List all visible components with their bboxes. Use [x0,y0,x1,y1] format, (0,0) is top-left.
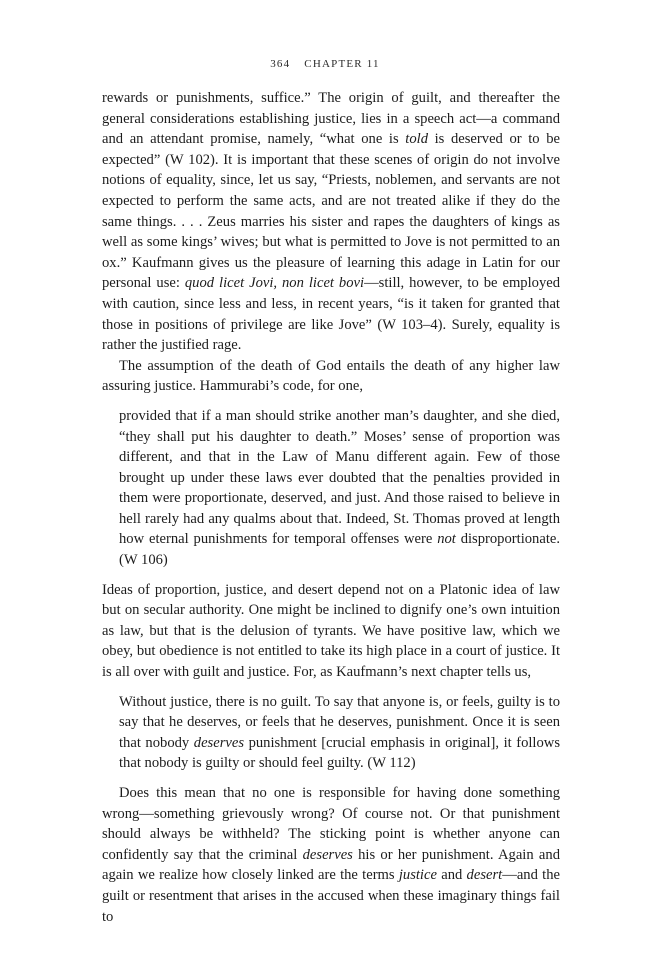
block-quote-1 [119,406,560,571]
paragraph-text: rewards or punishments, suffice.” The origin of guilt, and thereafter the general considerations establishing justice, lies in a speech act—a command and an attendant promise, namely, “what one is [102,90,560,148]
running-header [0,58,650,70]
paragraph-3 [102,580,560,683]
paragraph-text: The assumption of the death of God entails the death of any higher law assuring justice. Hammurabi’s code, for one, [102,357,560,395]
paragraph-text: —still, however, to be employed with caution, since less and less, in recent years, “is it taken for granted that those in positions of privilege are like Jove” (W 103–4). Surely, equality is rather the justified rage. [102,275,561,354]
paragraph-1 [102,88,560,356]
paragraph-text: —and the guilt or resentment that arises in the accused when these imaginary things fail to [102,867,560,925]
italic-text: desert [466,867,503,884]
chapter-title: CHAPTER 11 [304,58,380,70]
paragraph-text: is deserved or to be expected” (W 102). It is important that these scenes of origin do not involve notions of equality, since, let us say, “Priests, noblemen, and servants are not expected to perform the same acts, and are not treated alike if they do the same things. . . . Zeus marries his sister and rapes the daughters of kings as well as some kings’ wives; but what is permitted to Jove is not permitted to an ox.” Kaufmann gives us the pleasure of learning this adage in Latin for our personal use: [102,131,560,292]
italic-text: justice [398,867,437,884]
italic-text: told [405,131,428,148]
quote-text: provided that if a man should strike another man’s daughter, and she died, “they shall put his daughter to death.” Moses’ sense of proportion was different, and that in the Law of Manu different again. Few of those brought up under these laws ever doubted that the penalties provided in them were proportionate, deserved, and just. And those raised to believe in hell rarely had any qualms about that. Indeed, St. Thomas proved at length how eternal punishments for temporal offenses were [119,407,560,548]
paragraph-4 [102,783,560,927]
quote-text: disproportionate. (W 106) [119,531,560,569]
block-quote-2 [119,692,560,774]
paragraph-2 [102,356,560,397]
page-number: 364 [270,58,291,70]
quote-text: Without justice, there is no guilt. To say that anyone is, or feels, guilty is to say that he deserves, or feels that he deserves, punishment. Once it is seen that nobody [119,693,560,751]
paragraph-text: Ideas of proportion, justice, and desert depend not on a Platonic idea of law but on secular authority. One might be inclined to dignify one’s own intuition as law, but that is the delusion of tyrants. We have positive law, which we obey, but obedience is not entitled to take its high place in a court of justice. It is all over with guilt and justice. For, as Kaufmann’s next chapter tells us, [102,581,560,681]
italic-text: deserves [193,734,245,751]
quote-text: punishment [crucial emphasis in original], it follows that nobody is guilty or should feel guilty. (W 112) [119,734,561,772]
paragraph-text: his or her punishment. Again and again we realize how closely linked are the terms [102,846,560,884]
body-text [102,88,560,927]
paragraph-text: and [436,867,467,884]
italic-text: deserves [302,846,353,863]
italic-text: quod licet Jovi, non licet bovi [184,275,365,292]
italic-text: not [437,531,456,548]
paragraph-text: Does this mean that no one is responsible for having done something wrong—something grievously wrong? Of course not. Or that punishment should always be withheld? The sticking point is whether anyone can confidently say that the criminal [102,785,560,863]
